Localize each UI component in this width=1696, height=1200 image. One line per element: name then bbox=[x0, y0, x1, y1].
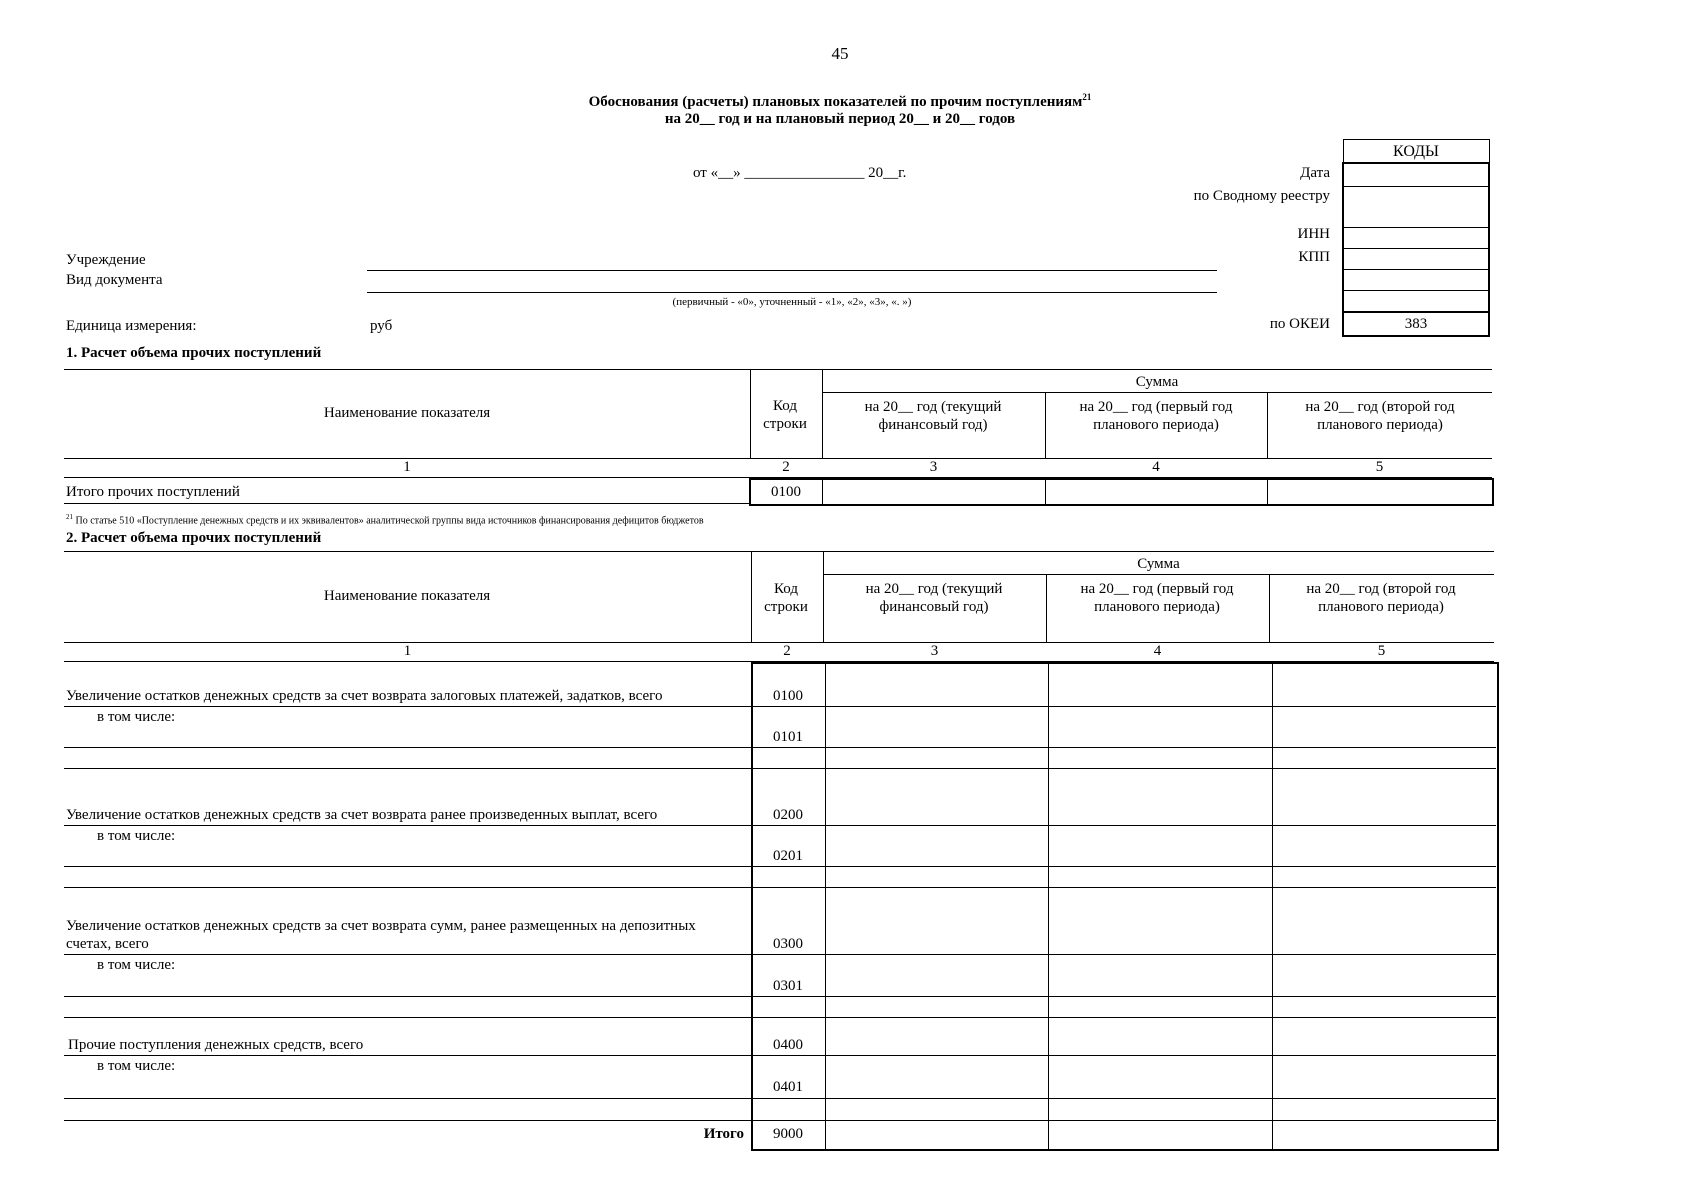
s1-row-total-name: Итого прочих поступлений bbox=[66, 484, 240, 500]
section1-title: 1. Расчет объема прочих поступлений bbox=[66, 345, 322, 361]
code-label-inn: ИНН bbox=[1297, 226, 1330, 242]
institution-line[interactable] bbox=[367, 270, 1217, 271]
document-date: от «__» ________________ 20__г. bbox=[693, 165, 907, 181]
footnote-mark: 21 bbox=[66, 513, 73, 521]
s1-header-code: Код строки bbox=[763, 398, 807, 432]
code-label-registry: по Сводному реестру bbox=[1193, 188, 1330, 204]
s1-row-total-cells bbox=[749, 478, 1494, 506]
s2-header-name: Наименование показателя bbox=[323, 588, 491, 604]
codes-table bbox=[1342, 139, 1490, 337]
doc-type-line[interactable] bbox=[367, 292, 1217, 293]
section2-title: 2. Расчет объема прочих поступлений bbox=[66, 530, 322, 546]
code-kpp-cell[interactable] bbox=[1343, 249, 1489, 270]
s2-total-label: Итого bbox=[703, 1126, 744, 1142]
code-date-cell[interactable] bbox=[1343, 163, 1489, 187]
s1-header-col4: на 20__ год (первый год планового периода) bbox=[1079, 399, 1233, 433]
s2-colnum-3: 3 bbox=[930, 643, 939, 659]
code-label-okei: по ОКЕИ bbox=[1269, 316, 1330, 332]
footnote-text: По статье 510 «Поступление денежных средств и их эквивалентов» аналитической группы вида источников финансирования дефицитов бюджетов bbox=[75, 515, 704, 527]
s2-group4-sub-label: в том числе: bbox=[97, 1058, 176, 1074]
s1-header-col5: на 20__ год (второй год планового периода) bbox=[1305, 399, 1455, 433]
s2-group2-code: 0200 bbox=[773, 807, 803, 823]
code-label-date: Дата bbox=[1300, 165, 1330, 181]
s2-group3-sub-code: 0301 bbox=[773, 978, 803, 994]
s2-group4-name: Прочие поступления денежных средств, всего bbox=[68, 1037, 364, 1053]
s1-colnum-3: 3 bbox=[929, 459, 938, 475]
s2-group1-sub-label: в том числе: bbox=[97, 709, 176, 725]
s2-colnum-4: 4 bbox=[1153, 643, 1162, 659]
s2-group1-code: 0100 bbox=[773, 688, 803, 704]
s1-colnum-4: 4 bbox=[1152, 459, 1160, 475]
s2-group4-code: 0400 bbox=[773, 1037, 803, 1053]
s2-group2-name: Увеличение остатков денежных средств за счет возврата ранее произведенных выплат, всего bbox=[66, 807, 658, 823]
code-registry-cell[interactable] bbox=[1343, 187, 1489, 228]
doc-type-label: Вид документа bbox=[66, 272, 163, 288]
codes-header: КОДЫ bbox=[1343, 140, 1489, 164]
s2-header-code: Код строки bbox=[764, 581, 808, 615]
code-label-kpp: КПП bbox=[1298, 249, 1330, 265]
s2-colnum-2: 2 bbox=[783, 643, 791, 659]
unit-value: руб bbox=[370, 318, 393, 334]
code-okei-cell: 383 bbox=[1343, 312, 1489, 336]
s1-row-total-code: 0100 bbox=[771, 484, 801, 500]
s2-group3-code: 0300 bbox=[773, 936, 803, 952]
s2-header-col3: на 20__ год (текущий финансовый год) bbox=[865, 581, 1003, 615]
codes-labels bbox=[1180, 140, 1330, 271]
doc-type-hint: (первичный - «0», уточненный - «1», «2», «3», «. ») bbox=[672, 296, 912, 308]
footnote bbox=[66, 513, 704, 526]
title-footnote-mark: 21 bbox=[1082, 92, 1092, 102]
s2-header-sum: Сумма bbox=[1137, 556, 1180, 572]
page-number: 45 bbox=[831, 44, 849, 63]
unit-label: Единица измерения: bbox=[66, 318, 197, 334]
s1-header-sum: Сумма bbox=[1135, 374, 1179, 390]
code-doc-type-cell[interactable] bbox=[1343, 270, 1489, 291]
s1-colnum-2: 2 bbox=[782, 459, 790, 475]
s2-group1-sub-code: 0101 bbox=[773, 729, 803, 745]
s2-group3-name: Увеличение остатков денежных средств за счет возврата сумм, ранее размещенных на депозитных счетах, всего bbox=[66, 918, 696, 952]
code-inn-cell[interactable] bbox=[1343, 228, 1489, 249]
document-subtitle: на 20__ год и на плановый период 20__ и 20__ годов bbox=[664, 111, 1016, 127]
s1-header-col3: на 20__ год (текущий финансовый год) bbox=[864, 399, 1002, 433]
title-line1: Обоснования (расчеты) плановых показателей по прочим поступлениям bbox=[588, 94, 1083, 110]
s2-group2-sub-label: в том числе: bbox=[97, 828, 176, 844]
s2-group3-sub-label: в том числе: bbox=[97, 957, 176, 973]
code-empty-cell[interactable] bbox=[1343, 291, 1489, 313]
s1-header-name: Наименование показателя bbox=[323, 405, 491, 421]
s2-data-frame bbox=[751, 662, 1499, 1151]
institution-label: Учреждение bbox=[66, 252, 146, 268]
document-title bbox=[340, 92, 1340, 111]
s1-colnum-1: 1 bbox=[403, 459, 411, 475]
s2-group2-sub-code: 0201 bbox=[773, 848, 803, 864]
s2-colnum-5: 5 bbox=[1377, 643, 1386, 659]
s2-header-col4: на 20__ год (первый год планового периода) bbox=[1080, 581, 1234, 615]
s2-colnum-1: 1 bbox=[403, 643, 412, 659]
s2-group4-sub-code: 0401 bbox=[773, 1079, 803, 1095]
s1-colnum-5: 5 bbox=[1375, 459, 1384, 475]
s2-total-code: 9000 bbox=[773, 1126, 803, 1142]
s2-header-col5: на 20__ год (второй год планового периода) bbox=[1306, 581, 1456, 615]
s2-group1-name: Увеличение остатков денежных средств за счет возврата залоговых платежей, задатков, всего bbox=[66, 688, 663, 704]
